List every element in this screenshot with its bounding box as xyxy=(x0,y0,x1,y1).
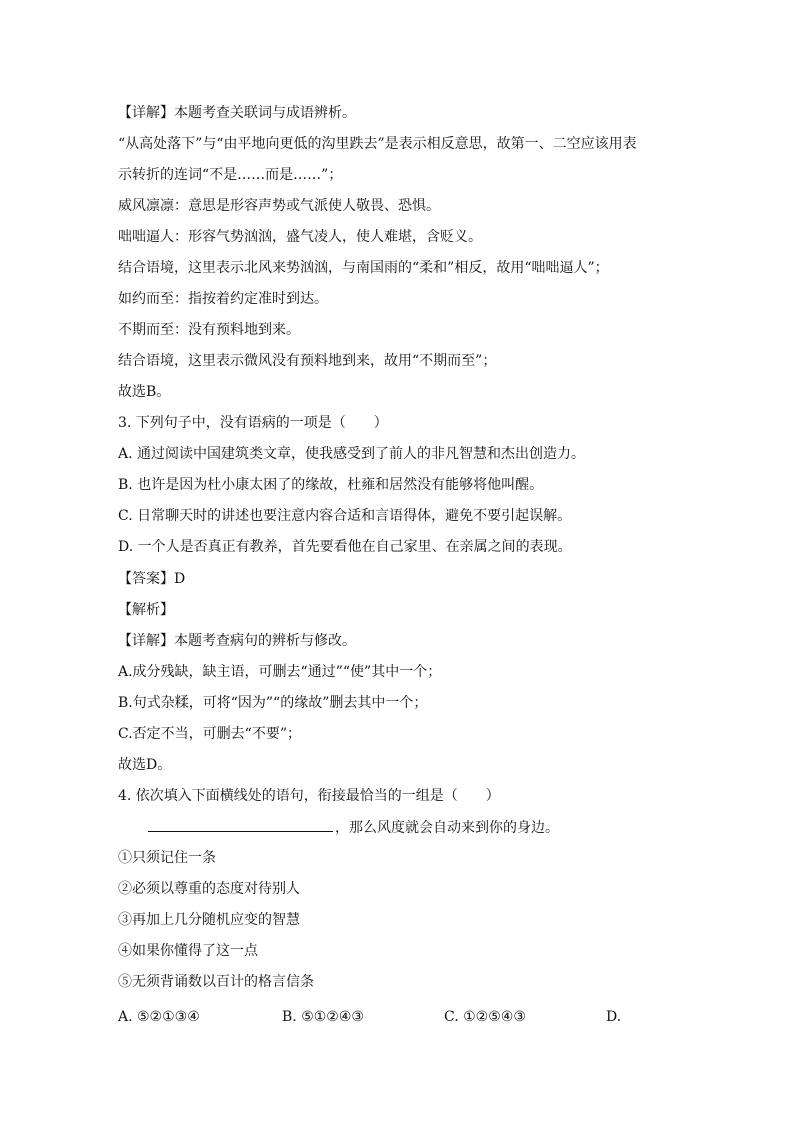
numbered-item: ③再加上几分随机应变的智慧 xyxy=(118,912,300,928)
numbered-item: ①只须记住一条 xyxy=(118,850,216,866)
question-3-stem: 3. 下列句子中，没有语病的一项是（ ） xyxy=(118,415,388,431)
text-line: 【详解】本题考查关联词与成语辨析。 xyxy=(118,105,356,121)
option-d: D. 一个人是否真正有教养，首先要看他在自己家里、在亲属之间的表现。 xyxy=(118,539,572,555)
text-line: B.句式杂糅，可将“因为”“的缘故”删去其中一个； xyxy=(118,695,428,711)
text-line: 咄咄逼人：形容气势汹汹，盛气凌人，使人难堪，含贬义。 xyxy=(118,229,482,245)
choice-d: D. xyxy=(606,1009,622,1025)
text-line: 故选D。 xyxy=(118,757,172,773)
blank-sentence-tail: ，那么风度就会自动来到你的身边。 xyxy=(335,820,559,836)
fill-blank-sentence xyxy=(148,817,748,838)
option-b: B. 也许是因为杜小康太困了的缘故，杜雍和居然没有能够将他叫醒。 xyxy=(118,477,544,493)
text-line: 【详解】本题考查病句的辨析与修改。 xyxy=(118,633,356,649)
analysis-label: 【解析】 xyxy=(118,602,174,618)
text-line: “从高处落下”与“由平地向更低的沟里跌去”是表示相反意思，故第一、二空应该用表 xyxy=(118,136,637,152)
numbered-item: ⑤无须背诵数以百计的格言信条 xyxy=(118,974,314,990)
numbered-item: ②必须以尊重的态度对待别人 xyxy=(118,881,300,897)
choice-b: B. ⑤①②④③ xyxy=(282,1009,364,1025)
text-line: C.否定不当，可删去“不要”； xyxy=(118,726,301,742)
answer-label: 【答案】D xyxy=(118,571,186,587)
option-c: C. 日常聊天时的讲述也要注意内容合适和言语得体，避免不要引起误解。 xyxy=(118,508,572,524)
text-line: 结合语境，这里表示微风没有预料地到来，故用“不期而至”； xyxy=(118,353,497,369)
text-line: 如约而至：指按着约定准时到达。 xyxy=(118,291,328,307)
choice-a: A. ⑤②①③④ xyxy=(118,1009,200,1025)
question-4-stem: 4. 依次填入下面横线处的语句，衔接最恰当的一组是（ ） xyxy=(118,788,500,804)
text-line: 不期而至：没有预料地到来。 xyxy=(118,322,300,338)
text-line: 结合语境，这里表示北风来势汹汹，与南国雨的“柔和”相反，故用“咄咄逼人”； xyxy=(118,260,609,276)
text-line: 故选B。 xyxy=(118,384,171,400)
text-line: A.成分残缺，缺主语，可删去“通过”“使”其中一个； xyxy=(118,664,442,680)
choice-c: C. ①②⑤④③ xyxy=(444,1009,526,1025)
numbered-item: ④如果你懂得了这一点 xyxy=(118,943,258,959)
answer-blank-line xyxy=(148,817,333,832)
option-a: A. 通过阅读中国建筑类文章，使我感受到了前人的非凡智慧和杰出创造力。 xyxy=(118,446,586,462)
text-line: 威风凛凛：意思是形容声势或气派使人敬畏、恐惧。 xyxy=(118,198,440,214)
text-line: 示转折的连词“不是……而是……”； xyxy=(118,167,343,183)
